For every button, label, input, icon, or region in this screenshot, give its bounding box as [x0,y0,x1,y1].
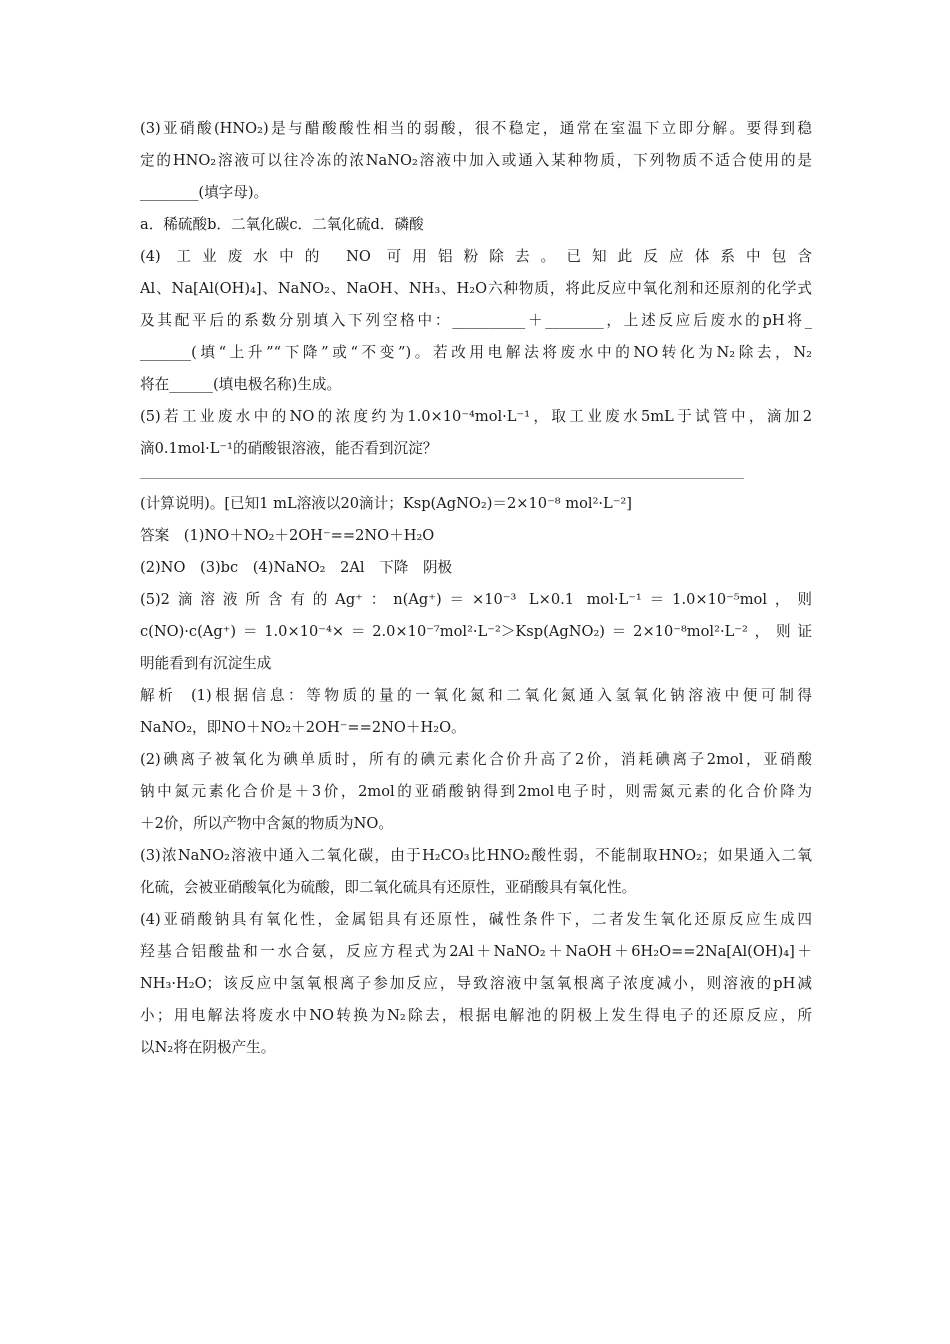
text-line: (4) 工业废水中的 NO 可用铝粉除去。已知此反应体系中包含 [140,248,812,265]
text-line: 以N₂将在阴极产生。 [140,1039,276,1056]
question-5 [140,406,812,460]
analysis-section [140,685,812,1059]
text-line: (5)若工业废水中的NO的浓度约为1.0×10⁻⁴mol·L⁻¹，取工业废水5mL于试管中，滴加2 [140,408,812,425]
text-line: 及其配平后的系数分别填入下列空格中：__________＋________，上述反应后废水的pH将_ [140,312,812,329]
answer-section [140,525,812,675]
text-line: 羟基合铝酸盐和一水合氨，反应方程式为2Al＋NaNO₂＋NaOH＋6H₂O==2Na[Al(OH)₄]＋ [140,943,812,960]
question-3 [140,118,812,236]
calc-note: (计算说明)。[已知1 mL溶液以20滴计；Ksp(AgNO₂)＝2×10⁻⁸ mol²·L⁻²] [140,495,632,512]
answer-label: 答案 [140,527,170,544]
answer-1: (1)NO＋NO₂＋2OH⁻==2NO＋H₂O [183,527,435,544]
text-line: (3)浓NaNO₂溶液中通入二氧化碳，由于H₂CO₃比HNO₂酸性弱，不能制取HNO₂；如果通入二氧 [140,847,812,864]
text-line: _______(填“上升”“下降”或“不变”)。若改用电解法将废水中的NO转化为N₂除去，N₂ [140,344,812,361]
text-line: (2)碘离子被氧化为碘单质时，所有的碘元素化合价升高了2价，消耗碘离子2mol，亚硝酸 [140,751,812,768]
text-line: 化硫，会被亚硝酸氧化为硫酸，即二氧化硫具有还原性，亚硝酸具有氧化性。 [140,879,637,896]
text-line: NaNO₂，即NO＋NO₂＋2OH⁻==2NO＋H₂O。 [140,719,466,736]
text-line: ＋2价，所以产物中含氮的物质为NO。 [140,815,393,832]
answer-line-1 [140,525,812,547]
text-line: 定的HNO₂溶液可以往冷冻的浓NaNO₂溶液中加入或通入某种物质，下列物质不适合使用的是 [140,152,812,169]
text-line: c(NO)·c(Ag⁺)＝1.0×10⁻⁴×＝2.0×10⁻⁷mol²·L⁻²＞Ksp(AgNO₂)＝2×10⁻⁸mol²·L⁻²，则证 [140,623,812,640]
document-page [140,118,812,1059]
text-line: ________(填字母)。 [140,184,269,201]
text-line: 小；用电解法将废水中NO转换为N₂除去，根据电解池的阴极上发生得电子的还原反应，所 [140,1007,812,1024]
text-line: (5)2滴溶液所含有的Ag⁺：n(Ag⁺)＝×10⁻³ L×0.1 mol·L⁻¹＝1.0×10⁻⁵mol，则 [140,591,812,608]
text-line: 明能看到有沉淀生成 [140,655,272,672]
text-line: (4)亚硝酸钠具有氧化性，金属铝具有还原性，碱性条件下，二者发生氧化还原反应生成四 [140,911,812,928]
analysis-label: 解析 [140,687,177,704]
text-line: (3)亚硝酸(HNO₂)是与醋酸酸性相当的弱酸，很不稳定，通常在室温下立即分解。要得到稳 [140,120,812,137]
text-line: 钠中氮元素化合价是＋3价，2mol的亚硝酸钠得到2mol电子时，则需氮元素的化合价降为 [140,783,812,800]
analysis-text: (1)根据信息：等物质的量的一氧化氮和二氧化氮通入氢氧化钠溶液中便可制得 [190,687,812,704]
question-4 [140,246,812,396]
text-line: Al、Na[Al(OH)₄]、NaNO₂、NaOH、NH₃、H₂O六种物质，将此反应中氧化剂和还原剂的化学式 [140,280,812,297]
answer-2: (2)NO (3)bc (4)NaNO₂ 2Al 下降 阴极 [140,559,453,576]
text-line: 滴0.1mol·L⁻¹的硝酸银溶液，能否看到沉淀？ [140,440,438,457]
analysis-line-1 [140,685,812,707]
answer-blank-line [140,478,744,479]
text-line: NH₃·H₂O；该反应中氢氧根离子参加反应，导致溶液中氢氧根离子浓度减小，则溶液的pH减 [140,975,812,992]
text-line: 将在______(填电极名称)生成。 [140,376,342,393]
question-3-options: a．稀硫酸b．二氧化碳c．二氧化硫d．磷酸 [140,216,424,233]
